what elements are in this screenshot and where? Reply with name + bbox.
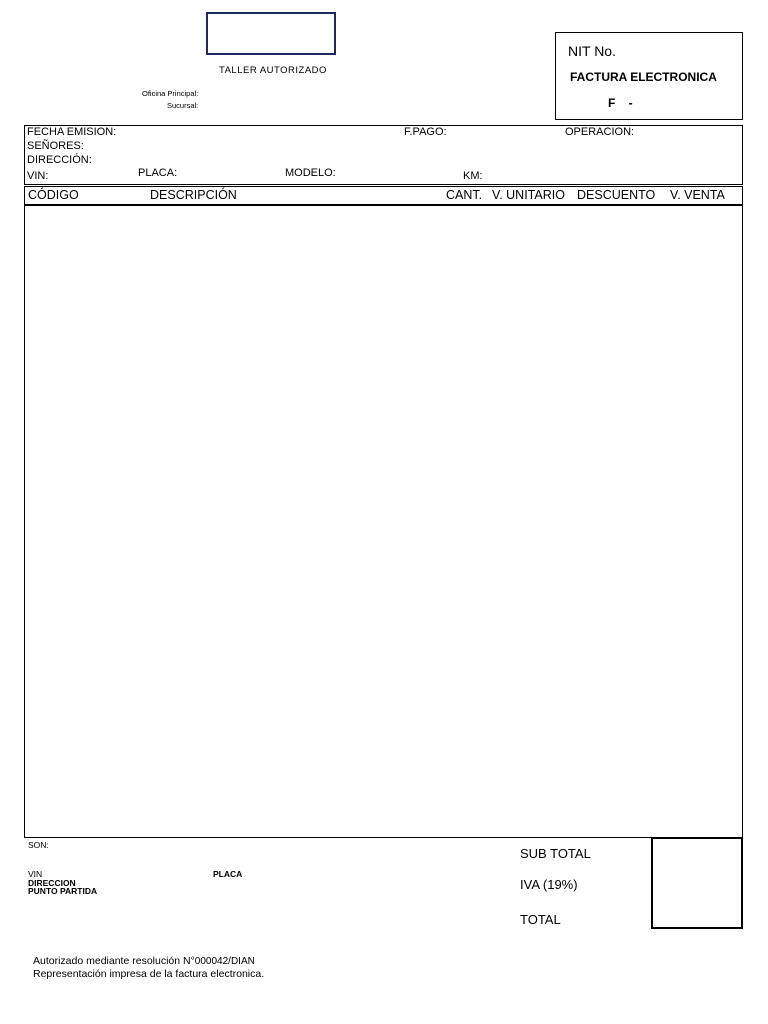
subtotal-label: SUB TOTAL: [520, 846, 591, 861]
footer-vin-label: VIN: [28, 869, 43, 879]
resolution-number: 000042/DIAN: [194, 956, 255, 967]
son-label: SON:: [28, 840, 49, 850]
col-header-codigo: CÓDIGO: [28, 188, 79, 202]
col-header-valor-venta: V. VENTA: [670, 188, 725, 202]
table-header-top-rule: [24, 186, 743, 187]
vin-label: VIN:: [27, 170, 49, 182]
customer-info-box: [24, 125, 743, 185]
items-table: [24, 186, 743, 838]
representation-line: Representación impresa de la factura electronica.: [33, 968, 265, 980]
km-label: KM:: [463, 170, 483, 182]
invoice-title: FACTURA ELECTRONICA: [570, 70, 717, 84]
taller-autorizado-label: TALLER AUTORIZADO: [219, 65, 327, 76]
operacion-label: OPERACION:: [565, 126, 635, 138]
logo-box: [206, 12, 336, 55]
footer-direccion-label: DIRECCION: [28, 878, 76, 888]
placa-label: PLACA:: [138, 167, 178, 179]
totals-values-box: [651, 838, 743, 929]
fecha-emision-label: FECHA EMISION:: [27, 126, 117, 138]
resolution-prefix: Autorizado mediante resolución N°: [33, 955, 195, 967]
col-header-descuento: DESCUENTO: [577, 188, 656, 202]
direccion-label: DIRECCIÓN:: [27, 154, 92, 166]
invoice-number: F -: [608, 96, 633, 110]
total-label: TOTAL: [520, 912, 561, 927]
senores-label: SEÑORES:: [27, 140, 84, 152]
footer-punto-partida-label: PUNTO PARTIDA: [28, 886, 98, 896]
col-header-descripcion: DESCRIPCIÓN: [150, 188, 237, 202]
footer-placa-label: PLACA: [213, 869, 243, 879]
iva-label: IVA (19%): [520, 877, 578, 892]
sucursal-label: Sucursal:: [167, 101, 199, 110]
table-header-bottom-rule: [24, 204, 743, 206]
oficina-principal-label: Oficina Principal:: [142, 89, 199, 98]
modelo-label: MODELO:: [285, 167, 336, 179]
resolution-line: [33, 955, 255, 967]
col-header-cantidad: CANT.: [446, 188, 483, 202]
forma-pago-label: F.PAGO:: [404, 126, 447, 138]
col-header-valor-unitario: V. UNITARIO: [492, 188, 565, 202]
nit-label: NIT No.: [568, 43, 616, 59]
